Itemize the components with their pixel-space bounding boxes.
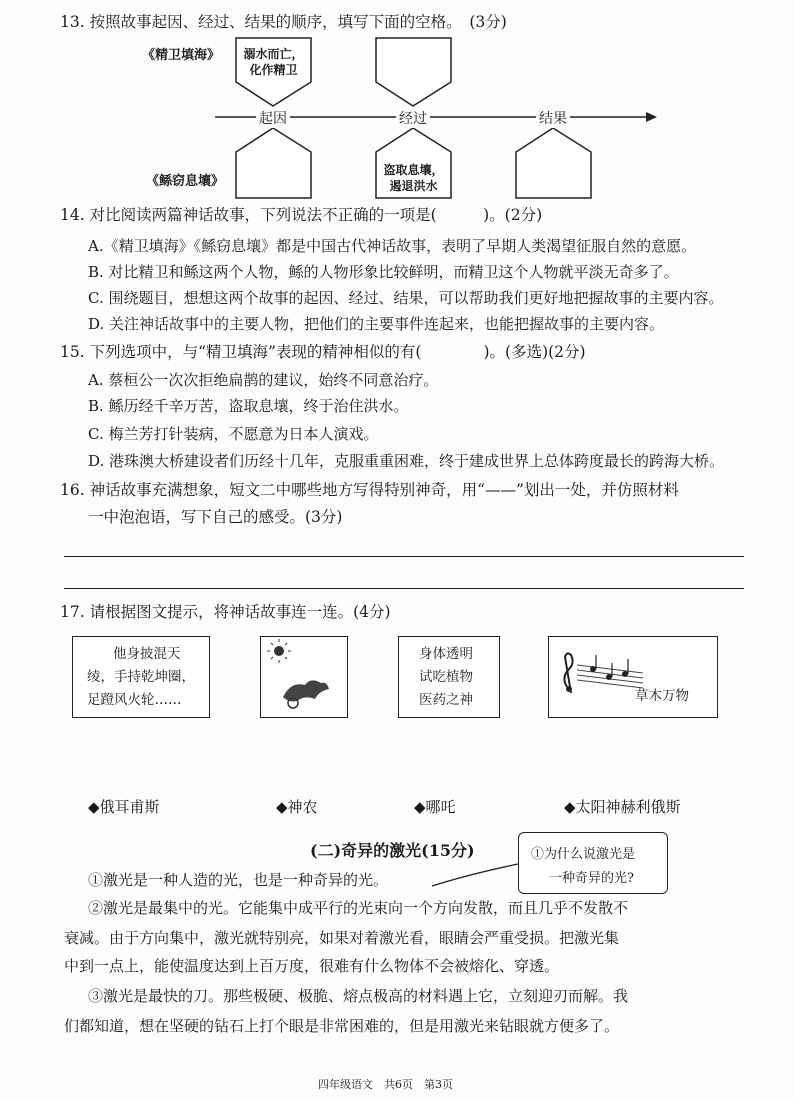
q15-prompt: 15. 下列选项中，与“精卫填海”表现的精神相似的有( )。(多选)(2分) <box>60 343 586 361</box>
box-gun-result <box>516 128 591 198</box>
card3-line1: 身体透明 <box>419 646 473 662</box>
sun-chariot-icon <box>261 637 347 717</box>
label-cause: 起因 <box>256 108 290 128</box>
timeline-arrowhead <box>646 112 657 122</box>
box-top-line2: 化作精卫 <box>249 63 298 77</box>
box-jingwei-process <box>376 38 451 106</box>
q17-prompt: 17. 请根据图文提示，将神话故事连一连。(4分) <box>60 603 391 621</box>
q15-option-c: C. 梅兰芳打针装病，不愿意为日本人演戏。 <box>88 425 379 443</box>
answer-line-1[interactable] <box>64 556 744 557</box>
label-process: 经过 <box>396 108 430 128</box>
passage-para-2-line2: 衰减。由于方向集中，激光就特别亮，如果对着激光看，眼睛会严重受损。把激光集 <box>64 929 620 947</box>
bubble-note <box>518 832 668 894</box>
q14-option-c: C. 围绕题目，想想这两个故事的起因、经过、结果，可以帮助我们更好地把握故事的主要内容。 <box>88 289 724 307</box>
box-bottom-text <box>376 162 451 194</box>
card4-text: 草木万物 <box>635 688 689 704</box>
card-shennong <box>398 636 500 718</box>
passage-para-2-line3: 中到一点上，能使温度达到上百万度，很难有什么物体不会被熔化、穿透。 <box>64 957 560 975</box>
q14-option-b: B. 对比精卫和鲧这两个人物，鲧的人物形象比较鲜明，而精卫这个人物就平淡无奇多了。 <box>88 263 679 281</box>
q15-option-d: D. 港珠澳大桥建设者们历经十几年，克服重重困难，终于建成世界上总体跨度最长的跨海大桥。 <box>88 452 725 470</box>
q14-prompt: 14. 对比阅读两篇神话故事，下列说法不正确的一项是( )。(2分) <box>60 206 543 224</box>
bubble-pointer <box>430 860 522 890</box>
q16-prompt-line1: 16. 神话故事充满想象，短文二中哪些地方写得特别神奇，用“——”划出一处，并仿照材料 <box>60 481 679 499</box>
bubble-line2: 一种奇异的光? <box>549 871 634 886</box>
card-orpheus <box>548 636 718 718</box>
passage-para-3-line2: 们都知道，想在坚硬的钻石上打个眼是非常困难的，但是用激光来钻眼就方便多了。 <box>64 1017 620 1035</box>
label-result: 结果 <box>536 108 570 128</box>
answer-line-2[interactable] <box>64 588 744 589</box>
card3-line2: 试吃植物 <box>419 669 473 685</box>
choice-helios[interactable]: ◆太阳神赫利俄斯 <box>564 798 681 816</box>
q15-option-a: A. 蔡桓公一次次拒绝扁鹊的建议，始终不同意治疗。 <box>88 371 439 389</box>
box-top-text <box>236 46 311 78</box>
card1-line2: 绫，手持乾坤圈， <box>87 669 195 685</box>
q15-option-b: B. 鲧历经千辛万苦，盗取息壤，终于治住洪水。 <box>88 397 409 415</box>
q16-prompt-line2: 一中泡泡语，写下自己的感受。(3分) <box>88 508 343 526</box>
choice-nezha[interactable]: ◆哪吒 <box>414 798 456 816</box>
story-title-gun: 《鲧窃息壤》 <box>146 174 225 189</box>
card-nezha <box>72 636 210 718</box>
passage-para-1: ①激光是一种人造的光，也是一种奇异的光。 <box>88 871 389 889</box>
story-title-jingwei: 《精卫填海》 <box>142 48 221 63</box>
card3-line3: 医药之神 <box>419 692 473 708</box>
choice-shennong[interactable]: ◆神农 <box>276 798 318 816</box>
card1-line3: 足蹬风火轮…… <box>87 692 182 708</box>
box-top-line1: 溺水而亡， <box>243 47 304 61</box>
music-notes-icon <box>557 647 647 697</box>
choice-orpheus[interactable]: ◆俄耳甫斯 <box>88 798 160 816</box>
page-footer: 四年级语文 共6页 第3页 <box>318 1078 453 1091</box>
q13-prompt: 13. 按照故事起因、经过、结果的顺序，填写下面的空格。 (3分) <box>60 13 507 31</box>
passage-title: (二)奇异的激光(15分) <box>310 841 475 860</box>
passage-para-2-line1: ②激光是最集中的光。它能集中成平行的光束向一个方向发散，而且几乎不发散不 <box>88 899 629 917</box>
passage-para-3-line1: ③激光是最快的刀。那些极硬、极脆、熔点极高的材料遇上它，立刻迎刃而解。我 <box>88 987 629 1005</box>
box-bottom-line2: 遏退洪水 <box>389 179 438 193</box>
card-helios <box>260 636 348 718</box>
q14-option-d: D. 关注神话故事中的主要人物，把他们的主要事件连起来，也能把握故事的主要内容。 <box>88 315 665 333</box>
q14-option-a: A.《精卫填海》《鲧窃息壤》都是中国古代神话故事，表明了早期人类渴望征服自然的意愿。 <box>88 237 697 255</box>
box-gun-cause <box>236 128 311 198</box>
bubble-line1: ①为什么说激光是 <box>531 847 636 862</box>
box-bottom-line1: 盗取息壤， <box>383 163 444 177</box>
card1-line1: 他身披混天 <box>113 646 181 662</box>
